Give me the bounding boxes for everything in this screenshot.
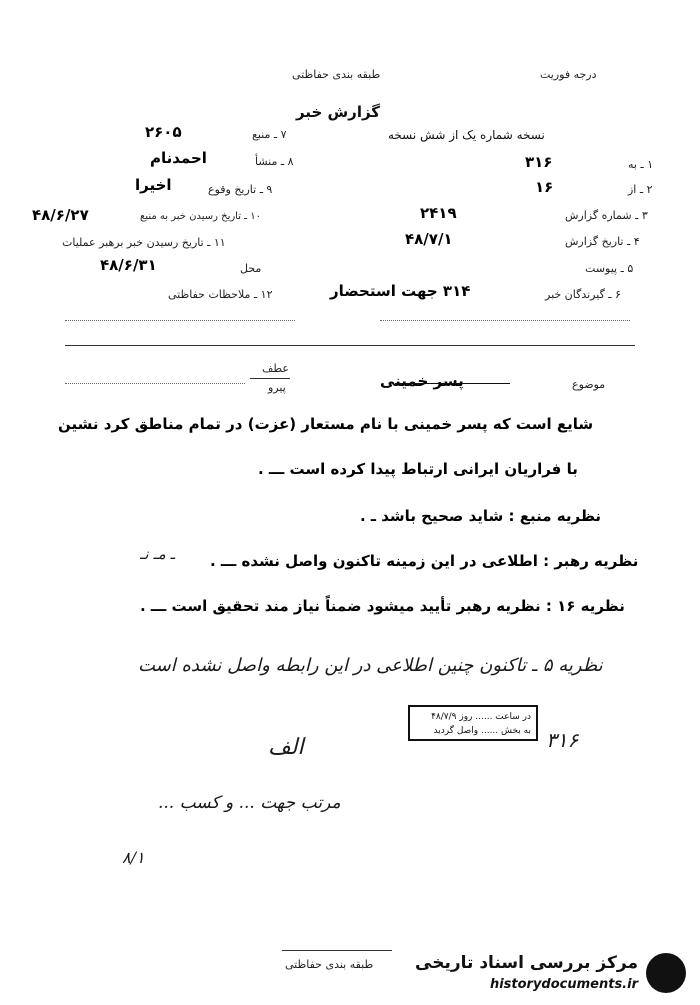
stamp-line-2: به بخش ...... واصل گردید bbox=[433, 726, 531, 736]
archive-logo-icon bbox=[646, 953, 686, 993]
stamp-line-1: در ساعت ...... روز ۴۸/۷/۹ bbox=[431, 712, 531, 722]
dotted-line bbox=[380, 320, 630, 321]
subject-ref-divider bbox=[250, 378, 290, 379]
field-report-number-value: ۲۴۱۹ bbox=[420, 204, 457, 222]
field-event-date-label: ۹ ـ تاریخ وقوع bbox=[208, 183, 273, 196]
field-report-number-label: ۳ ـ شماره گزارش bbox=[565, 209, 648, 222]
watermark-url: historydocuments.ir bbox=[489, 977, 638, 992]
handwritten-initials: ۳۱۶ bbox=[546, 728, 579, 752]
watermark-logo bbox=[412, 951, 692, 999]
receipt-stamp bbox=[408, 705, 538, 741]
signature-line-2: مرتب جهت ... و کسب ... bbox=[158, 793, 341, 813]
signature-line-1: الف bbox=[268, 735, 304, 760]
field-source-receipt-date-value: ۴۸/۶/۲۷ bbox=[32, 206, 89, 224]
opinion-16: نظریه ۱۶ : نظریه رهبر تأیید میشود ضمناً نیاز مند تحقیق است ـــ . bbox=[140, 597, 625, 615]
field-event-date-value: اخیرا bbox=[135, 176, 172, 194]
footer-rule bbox=[282, 950, 392, 951]
field-origin-value: احمدنام bbox=[150, 149, 207, 167]
handwritten-mark: ـ مـ نـ bbox=[140, 545, 175, 563]
field-from-value: ۱۶ bbox=[535, 178, 554, 196]
subject-label: موضوع bbox=[572, 378, 606, 391]
leader-opinion: نظریه رهبر : اطلاعی در این زمینه تاکنون واصل نشده ـــ . bbox=[210, 552, 639, 570]
footer-classification-label: طبقه بندی حفاظتی bbox=[285, 958, 374, 971]
body-line-2: با فراریان ایرانی ارتباط پیدا کرده است ـــ . bbox=[258, 460, 578, 478]
report-title: گزارش خبر bbox=[296, 103, 381, 121]
dotted-line bbox=[65, 383, 245, 384]
subject-underline bbox=[395, 383, 510, 384]
field-place-label: محل bbox=[240, 262, 262, 275]
field-source-label: ۷ ـ منبع bbox=[252, 128, 287, 141]
copy-line: نسخه شماره یک از شش نسخه bbox=[388, 128, 545, 142]
field-place-value: ۴۸/۶/۳۱ bbox=[100, 256, 157, 274]
priority-label: درجه فوریت bbox=[540, 68, 597, 81]
body-line-1: شایع است که پسر خمینی با نام مستعار (عزت) در تمام مناطق کرد نشین bbox=[58, 415, 594, 433]
handwritten-note: نظریه ۵ ـ تاکنون چنین اطلاعی در این رابطه واصل نشده است bbox=[138, 655, 603, 676]
signature-line-3: ۸/۱ bbox=[122, 848, 145, 867]
field-report-date-label: ۴ ـ تاریخ گزارش bbox=[565, 235, 640, 248]
field-from-label: ۲ ـ از bbox=[628, 183, 653, 196]
watermark-title: مرکز بررسی اسناد تاریخی bbox=[415, 953, 638, 973]
subject-ref-top: عطف bbox=[262, 362, 289, 375]
separator-line bbox=[65, 345, 635, 346]
source-opinion: نظریه منبع : شاید صحیح باشد ـ . bbox=[360, 507, 602, 525]
subject-ref-bottom: پیرو bbox=[268, 381, 286, 394]
field-source-value: ۲۶۰۵ bbox=[145, 123, 182, 141]
field-recipients-value: ۳۱۴ جهت استحضار bbox=[330, 282, 471, 300]
field-source-receipt-date-label: ۱۰ ـ تاریخ رسیدن خبر به منبع bbox=[140, 211, 262, 222]
dotted-line bbox=[65, 320, 295, 321]
field-origin-label: ۸ ـ منشأ bbox=[255, 155, 294, 168]
field-attachment-label: ۵ ـ پیوست bbox=[585, 262, 634, 275]
classification-label: طبقه بندی حفاظتی bbox=[292, 68, 381, 81]
subject-value: پسر خمینی bbox=[380, 372, 464, 390]
field-recipients-label: ۶ ـ گیرندگان خبر bbox=[545, 288, 621, 301]
field-security-notes-label: ۱۲ ـ ملاحظات حفاظتی bbox=[168, 288, 273, 301]
field-to-label: ۱ ـ به bbox=[628, 158, 654, 171]
field-to-value: ۳۱۶ bbox=[525, 153, 553, 171]
field-leader-receipt-date-label: ۱۱ ـ تاریخ رسیدن خبر برهبر عملیات bbox=[62, 236, 226, 249]
field-report-date-value: ۴۸/۷/۱ bbox=[405, 230, 453, 248]
